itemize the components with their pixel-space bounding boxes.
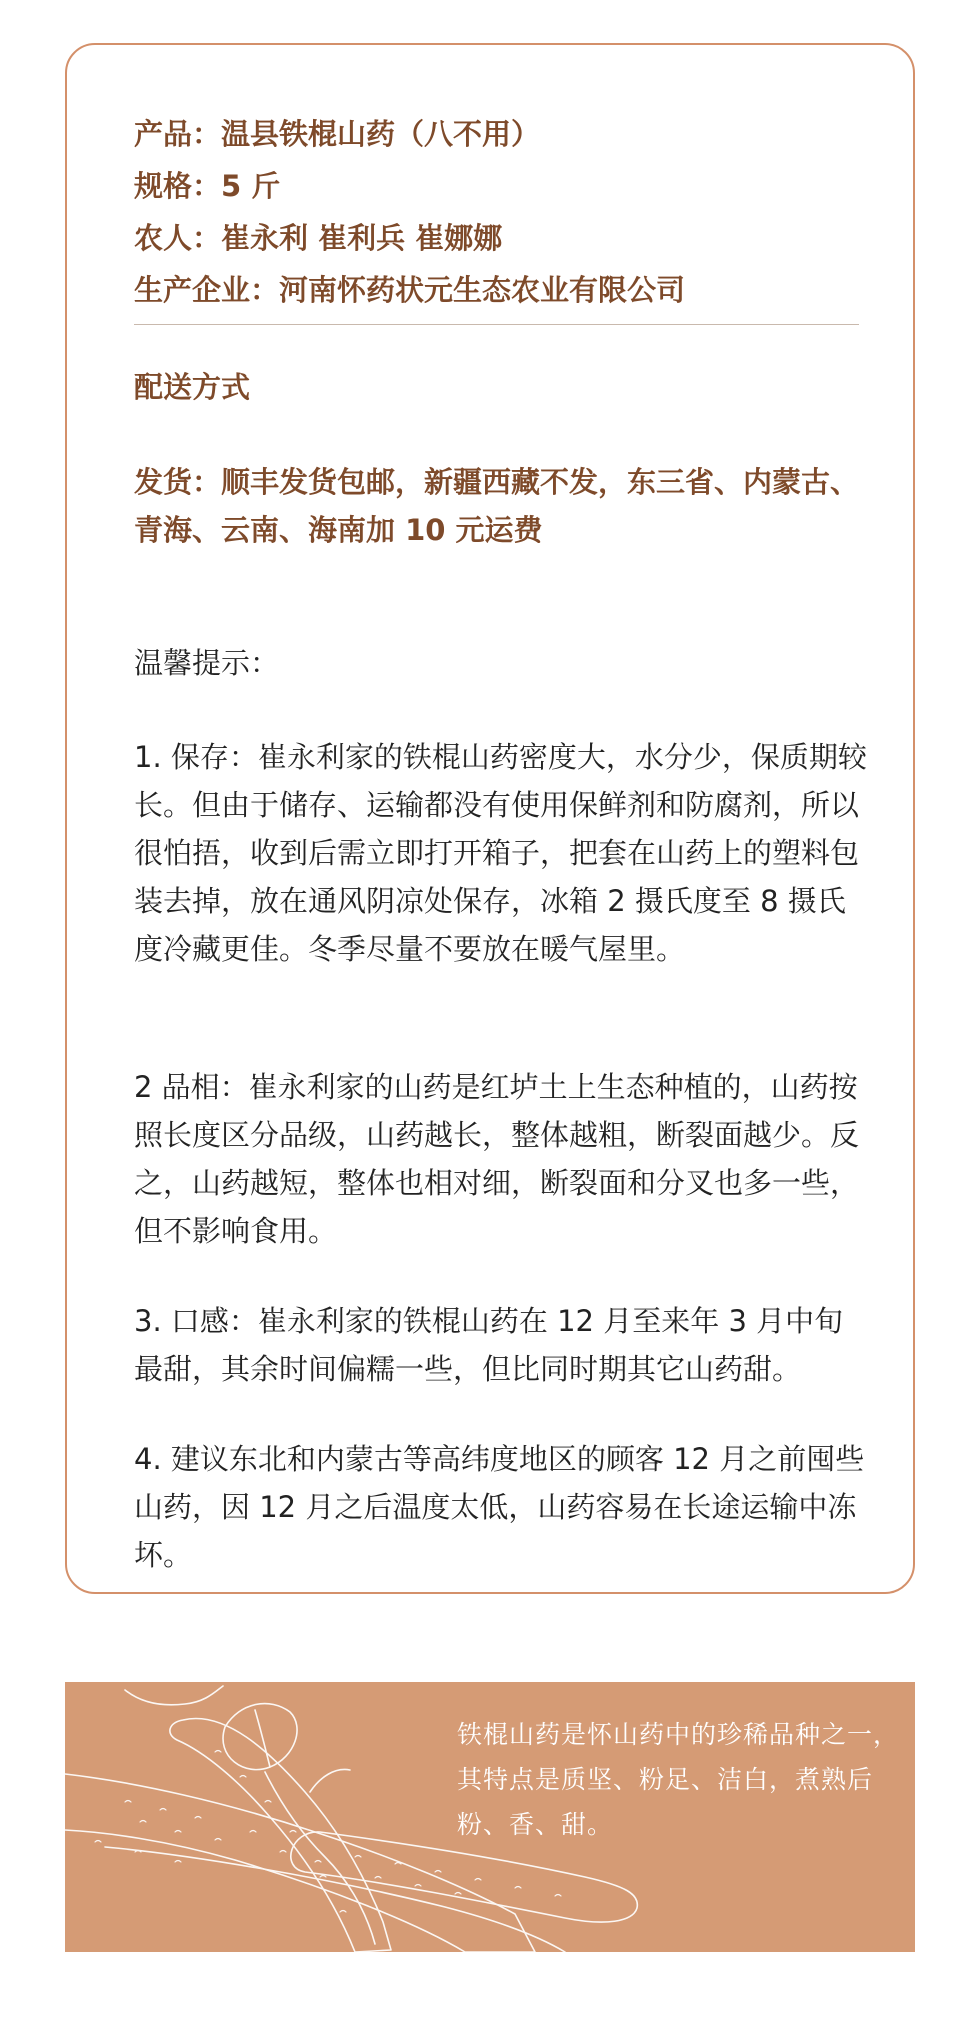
product-farmers: 农人：崔永利 崔利兵 崔娜娜 [134,221,503,255]
leaf [223,1704,297,1770]
tips-title: 温馨提示： [134,646,280,680]
yam-root-lower [105,1847,565,1952]
yam-root-upper [170,1719,391,1952]
yam-banner [65,1682,915,1952]
banner-caption: 铁棍山药是怀山药中的珍稀品种之一，其特点是质坚、粉足、洁白，煮熟后粉、香、甜。 [457,1720,900,1839]
product-spec: 规格：5 斤 [134,169,281,203]
tip-quality: 2 品相：崔永利家的山药是红垆土上生态种植的，山药按照长度区分品级，山药越长，整体越粗，断裂面越少。反之，山药越短，整体也相对细，断裂面和分叉也多一些，但不影响食用。 [134,1070,860,1248]
product-info-card [65,43,915,1594]
tip-cold-regions: 4. 建议东北和内蒙古等高纬度地区的顾客 12 月之前囤些山药，因 12 月之后温度太低，山药容易在长途运输中冻坏。 [134,1442,865,1572]
tip-storage: 1. 保存：崔永利家的铁棍山药密度大，水分少，保质期较长。但由于储存、运输都没有使用保鲜剂和防腐剂，所以很怕捂，收到后需立即打开箱子，把套在山药上的塑料包装去掉，放在通风阴凉处保存，冰箱 2 摄氏度至 8 摄氏度冷藏更佳。冬季尽量不要放在暖气屋里。 [134,740,867,966]
shipping-info: 发货：顺丰发货包邮，新疆西藏不发，东三省、内蒙古、青海、云南、海南加 10 元运费 [134,465,860,547]
product-company: 生产企业：河南怀药状元生态农业有限公司 [134,273,686,307]
section-divider [134,324,859,325]
delivery-title: 配送方式 [134,370,251,404]
vine [125,1686,223,1705]
tip-taste: 3. 口感：崔永利家的铁棍山药在 12 月至来年 3 月中旬最甜，其余时间偏糯一些，但比同时期其它山药甜。 [134,1304,844,1386]
product-name: 产品：温县铁棍山药（八不用） [134,117,541,151]
